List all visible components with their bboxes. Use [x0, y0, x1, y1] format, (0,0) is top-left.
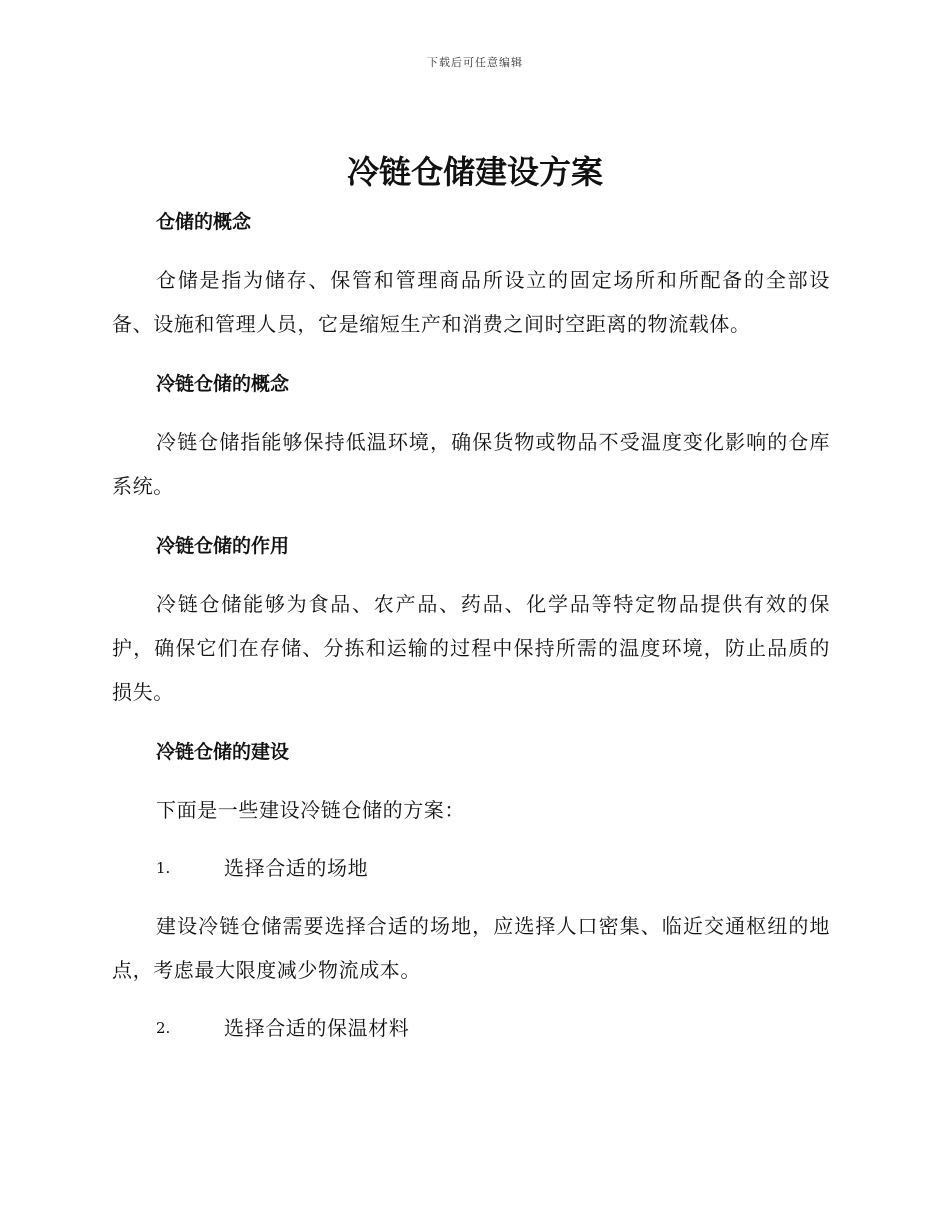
- document-title: 冷链仓储建设方案: [346, 153, 603, 191]
- section-heading: 冷链仓储的作用: [156, 535, 290, 557]
- document-body: [112, 200, 830, 1050]
- section-paragraph: 下面是一些建设冷链仓储的方案：: [156, 798, 465, 822]
- list-item-title: 选择合适的场地: [224, 856, 369, 880]
- section-heading: 仓储的概念: [156, 211, 252, 233]
- section-paragraph: 冷链仓储指能够保持低温环境，确保货物或物品不受温度变化影响的仓库系统。: [112, 430, 830, 498]
- list-number: 1.: [156, 859, 171, 877]
- section-heading: 冷链仓储的建设: [156, 741, 290, 763]
- list-number: 2.: [156, 1019, 171, 1037]
- list-item-paragraph: 建设冷链仓储需要选择合适的场地，应选择人口密集、临近交通枢纽的地点，考虑最大限度减少物流成本。: [112, 914, 830, 982]
- section-heading: 冷链仓储的概念: [156, 373, 290, 395]
- numbered-list-item: [112, 1006, 830, 1050]
- numbered-list-item: [112, 846, 830, 890]
- section-paragraph: 冷链仓储能够为食品、农产品、药品、化学品等特定物品提供有效的保护，确保它们在存储、分拣和运输的过程中保持所需的温度环境，防止品质的损失。: [112, 592, 830, 704]
- section-paragraph: 仓储是指为储存、保管和管理商品所设立的固定场所和所配备的全部设备、设施和管理人员，它是缩短生产和消费之间时空距离的物流载体。: [112, 268, 830, 336]
- header-note: 下载后可任意编辑: [427, 56, 523, 69]
- list-item-title: 选择合适的保温材料: [224, 1016, 410, 1040]
